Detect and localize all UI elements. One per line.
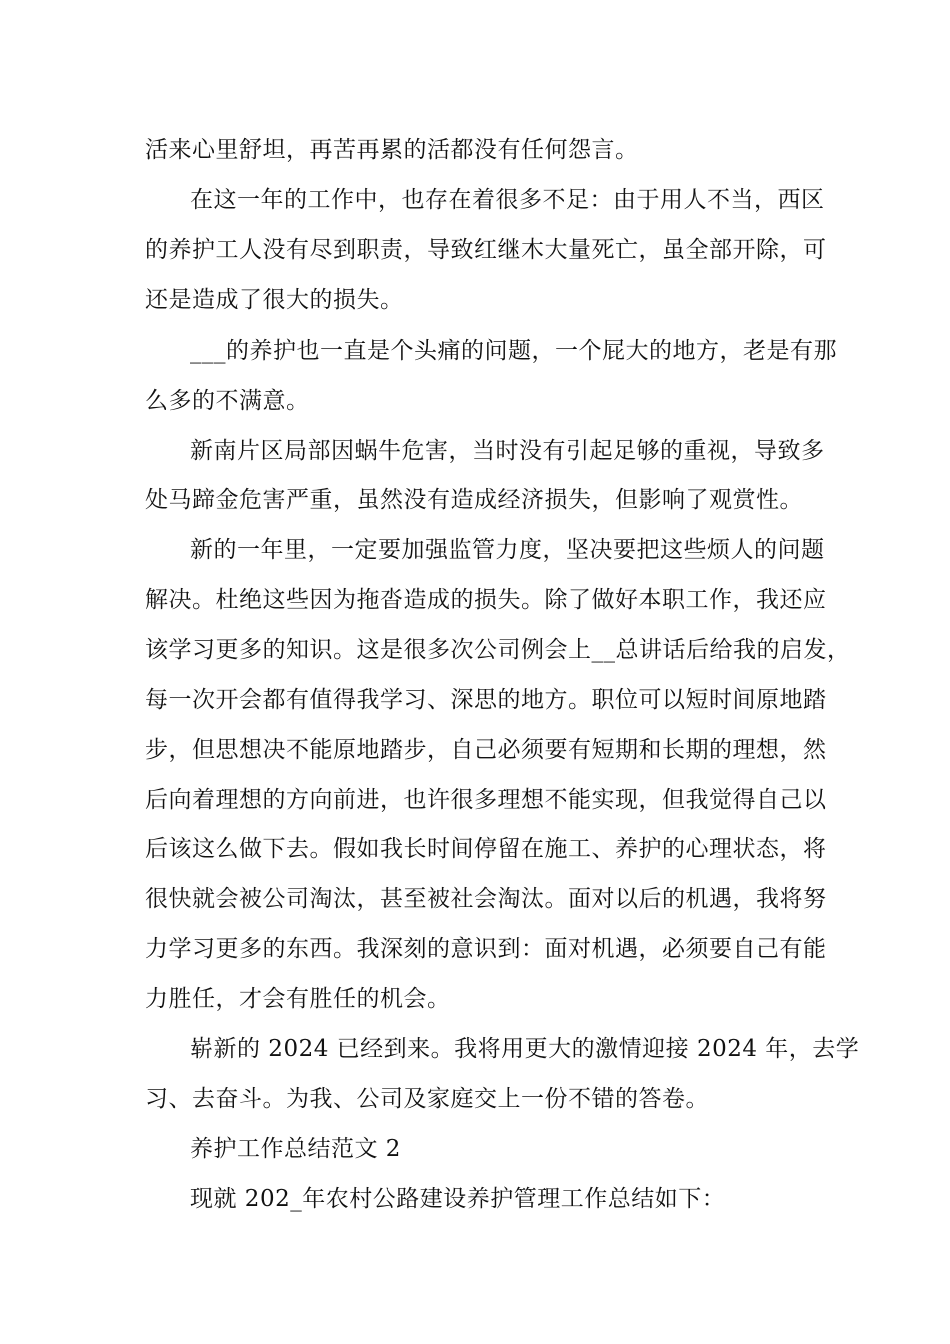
text-line: 新的一年里，一定要加强监管力度，坚决要把这些烦人的问题 bbox=[190, 537, 825, 563]
text-line: 力胜任，才会有胜任的机会。 bbox=[145, 986, 451, 1012]
text-line: 在这一年的工作中，也存在着很多不足：由于用人不当，西区 bbox=[190, 187, 825, 213]
text-line: 后向着理想的方向前进，也许很多理想不能实现，但我觉得自己以 bbox=[145, 787, 827, 813]
text-line: 每一次开会都有值得我学习、深思的地方。职位可以短时间原地踏 bbox=[145, 687, 827, 713]
text-line: 该学习更多的知识。这是很多次公司例会上__总讲话后给我的启发， bbox=[145, 637, 851, 663]
text-line: 活来心里舒坦，再苦再累的活都没有任何怨言。 bbox=[145, 137, 639, 163]
text-line: 很快就会被公司淘汰，甚至被社会淘汰。面对以后的机遇，我将努 bbox=[145, 886, 827, 912]
text-line: 解决。杜绝这些因为拖沓造成的损失。除了做好本职工作，我还应 bbox=[145, 587, 827, 613]
text-line: 么多的不满意。 bbox=[145, 388, 310, 414]
text-line: 新南片区局部因蜗牛危害，当时没有引起足够的重视，导致多 bbox=[190, 438, 825, 464]
text-line: 后该这么做下去。假如我长时间停留在施工、养护的心理状态，将 bbox=[145, 836, 827, 862]
text-line: 处马蹄金危害严重，虽然没有造成经济损失，但影响了观赏性。 bbox=[145, 487, 803, 513]
text-line: 步，但思想决不能原地踏步，自己必须要有短期和长期的理想，然 bbox=[145, 737, 827, 763]
text-line: 习、去奋斗。为我、公司及家庭交上一份不错的答卷。 bbox=[145, 1086, 709, 1112]
text-line: 力学习更多的东西。我深刻的意识到：面对机遇，必须要自己有能 bbox=[145, 936, 827, 962]
text-line: 还是造成了很大的损失。 bbox=[145, 287, 404, 313]
text-line: 崭新的 2024 已经到来。我将用更大的激情迎接 2024 年，去学 bbox=[190, 1036, 860, 1062]
text-line: 现就 202_年农村公路建设养护管理工作总结如下： bbox=[190, 1186, 726, 1212]
text-line: 的养护工人没有尽到职责，导致红继木大量死亡，虽全部开除，可 bbox=[145, 237, 827, 263]
text-line: ___的养护也一直是个头痛的问题，一个屁大的地方，老是有那 bbox=[190, 338, 837, 364]
section-heading: 养护工作总结范文 2 bbox=[190, 1136, 401, 1162]
